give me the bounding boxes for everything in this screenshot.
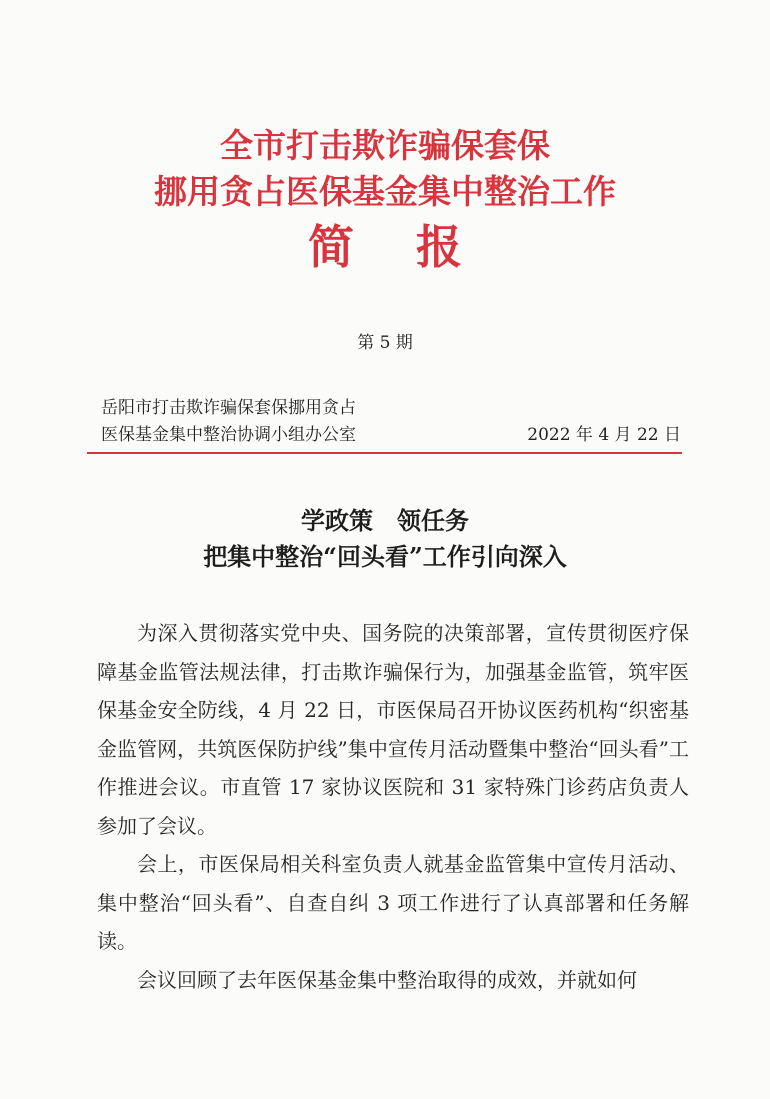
article-headline-line2: 把集中整治“回头看”工作引向深入 [203,542,567,571]
issue-date: 2022 年 4 月 22 日 [527,425,681,445]
bulletin-title-main: 简报 [308,220,524,274]
red-divider [87,452,682,454]
paragraph-3: 会议回顾了去年医保基金集中整治取得的成效，并就如何 [137,967,637,992]
office-row-2 [101,422,681,449]
article-headline-line1: 学政策 领任务 [301,506,469,535]
office-row-1 [101,395,681,422]
issuing-office-line2: 医保基金集中整治协调小组办公室 [101,425,356,445]
article-body [97,614,689,999]
issuing-office-block [101,395,681,449]
issuing-office-line1: 岳阳市打击欺诈骗保套保挪用贪占 [101,398,356,418]
issue-number: 第 5 期 [357,333,413,353]
paragraph-1: 为深入贯彻落实党中央、国务院的决策部署，宣传贯彻医疗保障基金监管法规法律，打击欺诈骗保行为，加强基金监管，筑牢医保基金安全防线，4 月 22 日，市医保局召开协议医药机构“织密基金监管网，共筑医保防护线”集中宣传月活动暨集中整治“回头看”工作推进会议。市直管 17 家协议医院和 31 家特殊门诊药店负责人参加了会议。 [97,621,689,838]
bulletin-title-line1: 全市打击欺诈骗保套保 [220,126,550,165]
paragraph-2: 会上，市医保局相关科室负责人就基金监管集中宣传月活动、集中整治“回头看”、自查自纠 3 项工作进行了认真部署和任务解读。 [97,852,689,953]
bulletin-title-line2: 挪用贪占医保基金集中整治工作 [154,172,616,211]
